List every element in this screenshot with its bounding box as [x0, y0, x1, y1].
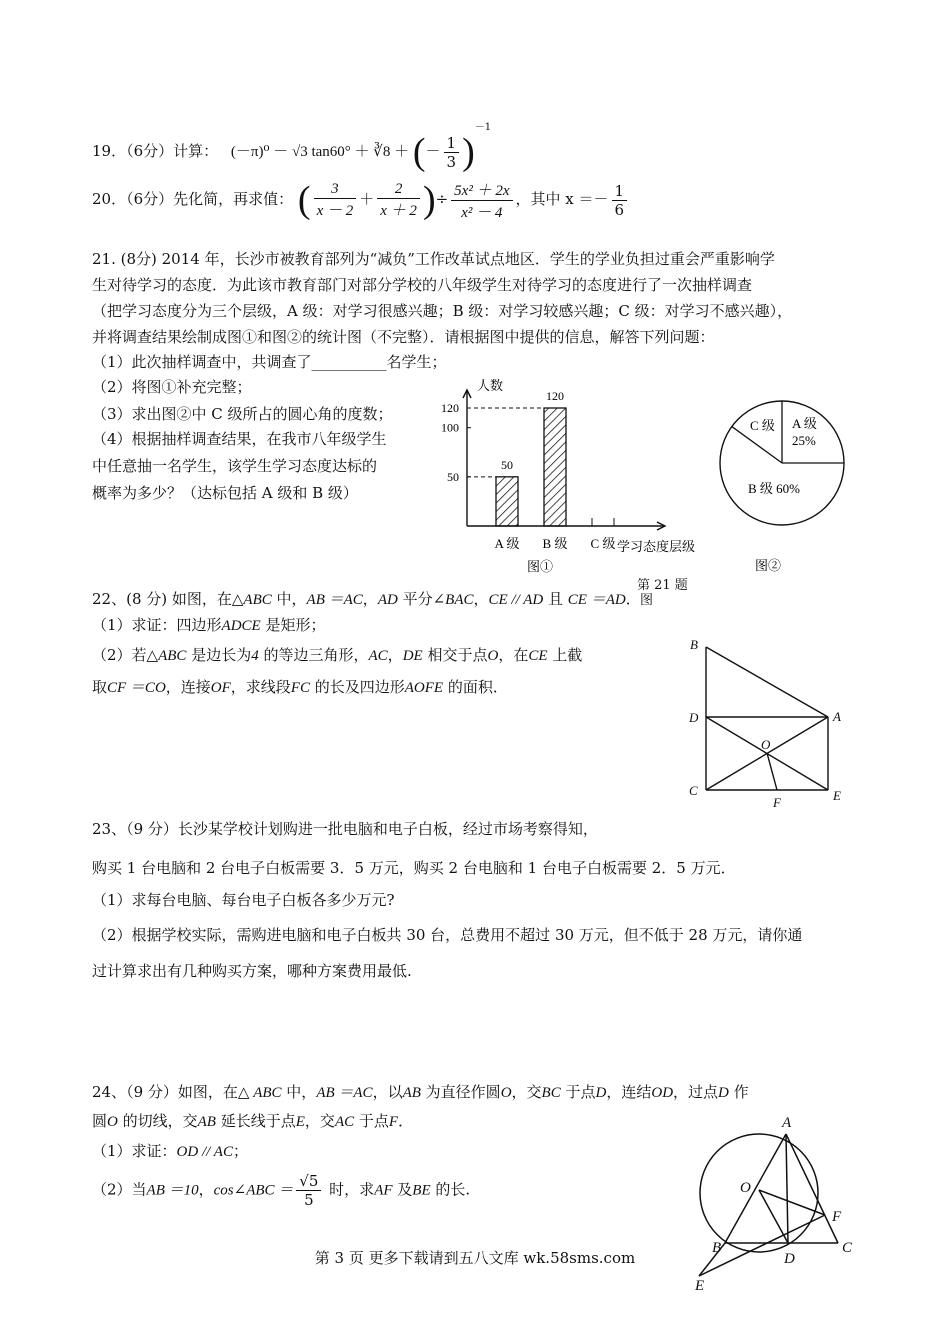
q20-f3-num: 5x² ＋ 2x: [451, 179, 512, 201]
label-f: F: [832, 1209, 842, 1225]
q22-ad: AD: [377, 592, 398, 608]
q22-text: ，: [362, 590, 378, 608]
line-ab: [725, 1134, 786, 1243]
q21-line-3: （把学习态度分为三个层级，A 级：对学习很感兴趣；B 级：对学习较感兴趣；C 级：对学习不感兴趣），: [92, 302, 793, 320]
q24-text: 的长.: [430, 1180, 471, 1199]
q22-text: ，连接: [165, 678, 211, 696]
q24-ab: AB: [402, 1085, 421, 1101]
bar: [544, 408, 566, 526]
q24-text: 于点: [560, 1083, 596, 1101]
q22-text: 的长及四边形: [309, 678, 405, 696]
triangle-symbol: △: [146, 646, 159, 664]
q22-text: 取: [92, 678, 108, 696]
label-c: C: [689, 783, 698, 798]
q24-od-parallel-ac: OD // AC: [176, 1144, 233, 1160]
q22-o: O: [487, 648, 499, 664]
q22-text: ，求线段: [230, 678, 291, 696]
q24-line-1: [92, 1081, 749, 1102]
q22-text: （2）若: [92, 646, 147, 664]
q22-text: 是矩形；: [260, 616, 326, 634]
q19-label: 19．（6分）计算：: [92, 142, 219, 160]
q24-o: O: [500, 1085, 512, 1101]
label-b: B: [690, 637, 698, 652]
q24-text: 中，: [281, 1083, 317, 1101]
q21-sub3: （3）求出图②中 C 级所占的圆心角的度数；: [92, 405, 393, 423]
x-axis-label: 学习态度层级: [617, 539, 696, 554]
q20-div: ÷: [435, 190, 449, 208]
q24-cos: cos∠ABC ＝: [213, 1182, 294, 1199]
q22-text: 且: [543, 590, 568, 608]
bar-data-label: 50: [501, 457, 513, 472]
q22-text: ，在: [498, 646, 529, 664]
y-tick-label: 120: [441, 401, 459, 415]
q22-text: （1）求证：四边形: [92, 616, 222, 634]
q19-line: 19．（6分）计算： (－π)⁰ － √3 tan60° ＋ ∛8 ＋ (－ $\frac{1}{3}$ )$^{-1}$: [92, 122, 492, 173]
q22-ce-eq-ad: CE ＝AD: [567, 592, 626, 608]
q22-text: 22、(8 分) 如图，在: [92, 590, 232, 608]
q20-val-num: 1: [612, 182, 628, 201]
q24-text: ，交: [304, 1112, 335, 1130]
pie-caption: 图②: [755, 558, 782, 573]
line-od: [759, 1190, 788, 1243]
q21-sub1: （1）此次抽样调查中，共调查了__________名学生；: [92, 353, 447, 371]
q19-exponent: －1: [474, 122, 492, 133]
q24-text: 作: [728, 1083, 749, 1101]
q22-text: 上截: [547, 646, 583, 664]
fig21-caption: 第 21 题: [637, 578, 688, 593]
q21-line-2: 生对待学习的态度．为此该市教育部门对部分学校的八年级学生对待学习的态度进行了一次抽样调查: [92, 276, 753, 294]
q22-text: 是边长为: [186, 646, 252, 664]
q24-cos-num: √5: [296, 1172, 321, 1191]
bar-data-label: 120: [546, 389, 564, 403]
q22-text: 的等边三角形，: [258, 646, 369, 664]
q24-cos-den: 5: [304, 1191, 314, 1209]
q24-ab-eq-10: AB ＝10: [146, 1182, 199, 1199]
q22-abc: ABC: [243, 592, 272, 608]
q22-line-2: [92, 614, 326, 635]
q22-line-1: [92, 588, 641, 609]
q24-o: O: [107, 1114, 118, 1130]
q22-angle: ∠BAC: [432, 592, 474, 608]
q20-f2-den: x ＋ 2: [380, 202, 417, 219]
q19-minus: －: [425, 142, 441, 160]
q22-text: 相交于点: [422, 646, 488, 664]
q24-text: ，: [198, 1180, 214, 1199]
q24-text: 于点: [354, 1112, 389, 1130]
q24-od: OD: [651, 1085, 674, 1101]
q24-bc: BC: [541, 1085, 561, 1101]
q22-parallel: CE // AD: [488, 592, 544, 608]
q24-af: AF: [374, 1182, 393, 1199]
q22-cf-eq-co: CF ＝CO: [107, 680, 166, 696]
label-b: B: [712, 1240, 722, 1256]
q24-text: ；: [232, 1142, 248, 1160]
q22-fc: FC: [290, 680, 310, 696]
q21-sub4c: 概率为多少？（达标包括 A 级和 B 级）: [92, 484, 358, 502]
q22-de: DE: [402, 648, 423, 664]
x-tick-label: A 级: [494, 536, 520, 551]
q20-line: 20．（6分）先化简，再求值： ( $\frac{3}{x - 2}$ ＋ $\frac{2}{x + 2}$ )÷ $\frac{\text{5x² ＋ 2x}}{\text{x² － 4}}$ ，其中 x ＝－ $\frac{1}{6}$: [92, 178, 630, 222]
q20-label: 20．（6分）先化简，再求值：: [92, 190, 294, 208]
q20-val-den: 6: [614, 200, 625, 219]
q21-sub4a: （4）根据抽样调查结果，在我市八年级学生: [92, 430, 387, 448]
q21-line-1: 21. (8分) 2014 年，长沙市被教育部列为“减负”工作改革试点地区．学生的学业负担过重会严重影响学: [92, 250, 775, 268]
line-ba: [706, 647, 828, 717]
circle-o: [700, 1134, 818, 1252]
q24-f: F: [388, 1114, 399, 1130]
q24-figure: [685, 1110, 865, 1300]
q22-figure: [680, 635, 860, 815]
q24-text: ，以: [372, 1083, 403, 1101]
q22-ac: AC: [368, 648, 388, 664]
q24-line-2: [92, 1110, 413, 1131]
q24-text: 的切线，交: [117, 1112, 198, 1130]
q22-text: 平分: [397, 590, 433, 608]
label-a: A: [782, 1115, 792, 1131]
label-d: D: [689, 710, 699, 725]
q22-text: 中，: [271, 590, 307, 608]
q20-plus: ＋: [359, 190, 375, 208]
line-ad: [786, 1134, 788, 1243]
q24-text: （1）求证：: [92, 1142, 177, 1160]
q22-text: ．: [625, 590, 641, 608]
q24-text: （2）当: [92, 1180, 147, 1199]
q22-abc: ABC: [158, 648, 187, 664]
y-axis-label: 人数: [477, 378, 504, 393]
x-tick-label: C 级: [590, 536, 616, 551]
pie-label-c: C 级: [750, 418, 775, 433]
label-o: O: [761, 737, 771, 752]
x-tick-label: B 级: [542, 536, 568, 551]
chart-caption: 图①: [527, 559, 554, 574]
q22-aofe: AOFE: [404, 680, 444, 696]
q24-ab-eq-ac: AB ＝AC: [316, 1085, 373, 1101]
q24-be: BE: [412, 1182, 431, 1199]
q20-f1-num: 3: [314, 181, 357, 199]
q24-text: ．: [398, 1112, 414, 1130]
q24-ac: AC: [334, 1114, 355, 1130]
pie-label-a: A 级: [792, 416, 817, 431]
q21-sub2: （2）将图①补充完整；: [92, 378, 252, 396]
label-e: E: [833, 788, 841, 803]
q21-line-4: 并将调查结果绘制成图①和图②的统计图（不完整）．请根据图中提供的信息，解答下列问题：: [92, 328, 715, 346]
label-f: F: [773, 795, 781, 810]
q24-line-3: [92, 1140, 248, 1161]
pie-label-b: B 级 60%: [748, 481, 801, 496]
q19-expression: (－π)⁰ － √3 tan60° ＋ ∛8 ＋: [230, 144, 413, 160]
q22-text: 的面积．: [443, 678, 508, 696]
q22-line-4: [92, 676, 508, 697]
q24-text: 24、（9 分）如图，在: [92, 1083, 238, 1101]
q24-ab: AB: [197, 1114, 216, 1130]
label-a: A: [833, 709, 841, 724]
label-c: C: [842, 1240, 853, 1256]
q24-text: ，连结: [606, 1083, 652, 1101]
q23-line-5: 过计算求出有几种购买方案，哪种方案费用最低.: [92, 962, 412, 980]
q24-text: ，交: [511, 1083, 542, 1101]
q24-text: 时，求: [324, 1180, 375, 1199]
q24-text: 延长线于点: [215, 1112, 296, 1130]
bar-chart: [425, 370, 715, 580]
bar: [496, 477, 518, 526]
q22-line-3: （2）若△ABC 是边长为4 的等边三角形，AC，DE 相交于点O，在CE 上截: [92, 646, 583, 664]
q24-text: 为直径作圆: [420, 1083, 501, 1101]
q22-text: ，: [473, 590, 489, 608]
fig21-caption-2: 图: [640, 593, 654, 608]
q24-d: D: [718, 1085, 729, 1101]
y-tick-label: 50: [447, 469, 459, 484]
q22-of: OF: [210, 680, 231, 696]
q23-line-2: 购买 1 台电脑和 2 台电子白板需要 3．5 万元，购买 2 台电脑和 1 台电子白板需要 2．5 万元．: [92, 859, 736, 877]
q20-f3-den: x² － 4: [461, 204, 503, 221]
q21-sub4b: 中任意抽一名学生，该学生学习态度达标的: [92, 457, 378, 475]
q22-four: 4: [251, 648, 259, 664]
q24-text: ，过点: [673, 1083, 719, 1101]
label-o: O: [740, 1180, 751, 1196]
q20-where: ，其中 x ＝－: [515, 190, 609, 208]
q23-line-4: （2）根据学校实际，需购进电脑和电子白板共 30 台，总费用不超过 30 万元，但不低于 28 万元，请你通: [92, 926, 803, 944]
q23-line-3: （1）求每台电脑、每台电子白板各多少万元?: [92, 891, 395, 909]
q22-ce: CE: [528, 648, 548, 664]
label-d: D: [784, 1251, 795, 1267]
pie-chart: [710, 400, 860, 580]
pie-label-a-pct: 25%: [792, 433, 816, 448]
label-e: E: [695, 1278, 705, 1294]
q20-f1-den: x － 2: [316, 202, 354, 219]
q23-line-1: 23、（9 分）长沙某学校计划购进一批电脑和电子白板，经过市场考察得知，: [92, 820, 598, 838]
q19-frac-num: 1: [444, 134, 460, 153]
q19-frac-den: 3: [446, 152, 457, 171]
q24-text: 圆: [92, 1112, 108, 1130]
q22-ab-eq-ac: AB ＝AC: [306, 592, 363, 608]
q24-text: 及: [392, 1180, 413, 1199]
y-tick-label: 100: [441, 420, 459, 435]
triangle-symbol: △: [231, 590, 244, 608]
q24-abc: △ ABC: [237, 1085, 282, 1101]
q24-e: E: [295, 1114, 305, 1130]
q22-adce: ADCE: [221, 618, 261, 634]
line-ac: [786, 1134, 838, 1243]
q24-d: D: [595, 1085, 607, 1101]
q20-f2-num: 2: [377, 181, 420, 199]
q24-line-4: [92, 1172, 470, 1209]
page-footer: 第 3 页 更多下载请到五八文库 wk.58sms.com: [314, 1249, 636, 1267]
